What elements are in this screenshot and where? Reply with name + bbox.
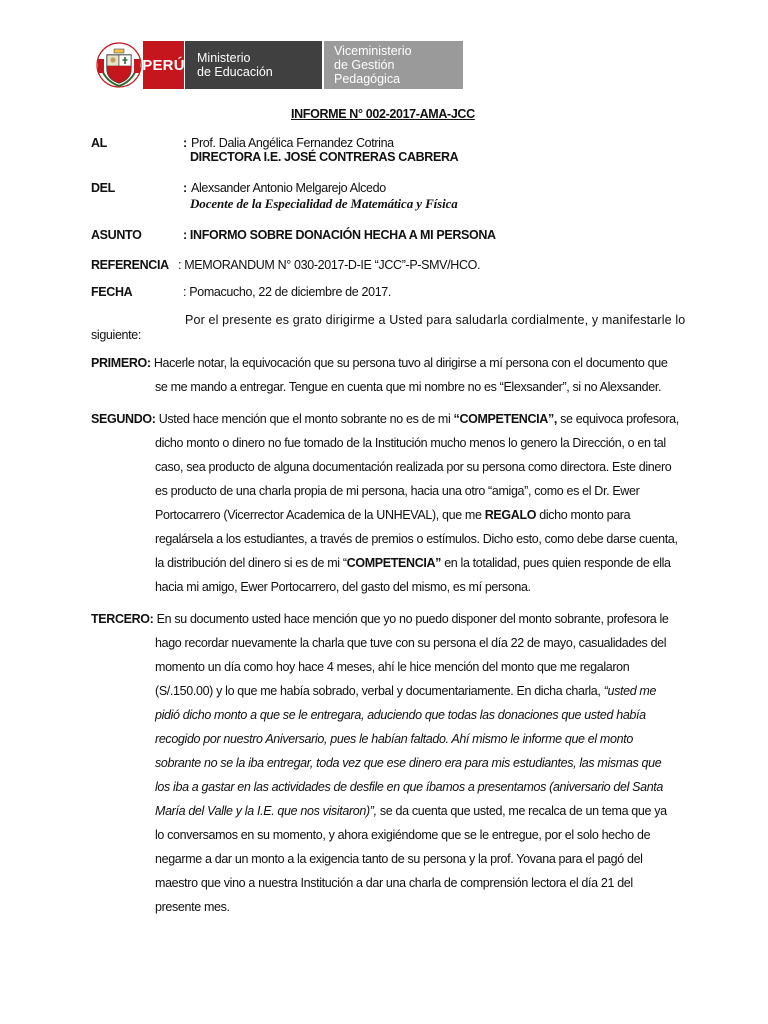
segundo-line6: regalársela a los estudiantes, a través de premios o estímulos. Dicho esto, como debe darse cuenta, [155, 532, 678, 546]
segundo-text-1c: se equivoca profesora, [557, 412, 679, 426]
tercero-text-1: En su documento usted hace mención que yo no puedo disponer del monto sobrante, profesora le [156, 612, 669, 626]
tercero-line12: maestro que vino a nuestra Institución a dar una charla de comprensión lectora el día 21 del [155, 876, 633, 890]
segundo-line5 [155, 508, 630, 522]
asunto-label: ASUNTO [91, 228, 142, 242]
tercero-line13: presente mes. [155, 900, 230, 914]
segundo-line8: hacia mi amigo, Ewer Portocarrero, del gasto del mismo, es mí persona. [155, 580, 531, 594]
tercero-line2: hago recordar nuevamente la charla que tuve con su persona el día 22 de mayo, casualidades del [155, 636, 667, 650]
tercero-quote-start: “usted me [603, 684, 657, 698]
tercero-line4 [155, 684, 656, 698]
segundo-line1 [91, 412, 679, 426]
del-value: Alexsander Antonio Melgarejo Alcedo [191, 181, 386, 195]
document-title: INFORME N° 002-2017-AMA-JCC [291, 107, 475, 121]
tercero-line11: negarme a dar un monto a la exigencia tanto de su persona y la prof. Yovana para el pagó del [155, 852, 643, 866]
primero-line1 [91, 356, 667, 370]
tercero-line7: sobrante no se la iba entregar, toda vez que ese dinero era para mis estudiantes, las mismas que [155, 756, 662, 770]
fecha-label: FECHA [91, 285, 133, 299]
del-role: Docente de la Especialidad de Matemática y Física [190, 196, 458, 211]
ministerio-block [185, 41, 322, 89]
al-label: AL [91, 136, 107, 150]
segundo-text-7c: en la totalidad, pues quien responde de ella [441, 556, 671, 570]
letterhead [96, 41, 466, 89]
referencia-value: : MEMORANDUM N° 030-2017-D-IE “JCC”-P-SMV/HCO. [178, 258, 481, 272]
al-role: DIRECTORA I.E. JOSÉ CONTRERAS CABRERA [190, 150, 459, 164]
ministerio-line2: de Educación [197, 65, 273, 79]
tercero-line6: recogido por nuestro Aniversario, pues le habían faltado. Ahí mismo le informe que el monto [155, 732, 633, 746]
segundo-line2: dicho monto o dinero no fue tomado de la Institución mucho menos lo genero la Dirección, o en tal [155, 436, 666, 450]
tercero-label: TERCERO: [91, 612, 154, 626]
segundo-label: SEGUNDO: [91, 412, 156, 426]
primero-label: PRIMERO: [91, 356, 151, 370]
viceministerio-block [324, 41, 463, 89]
tercero-text-9b: se da cuenta que usted, me recalca de un tema que ya [376, 804, 667, 818]
tercero-text-4a: (S/.150.00) y lo que me había sobrado, verbal y documentariamente. En dicha charla, [155, 684, 604, 698]
peru-label: PERÚ [143, 41, 184, 89]
tercero-quote-end: María del Valle y la I.E. que nos visitaron)”, [155, 804, 377, 818]
tercero-line8: los iba a gastar en las actividades de desfile en que íbamos a presentamos (aniversario del Santa [155, 780, 664, 794]
tercero-line9 [155, 804, 667, 818]
tercero-line5: pidió dicho monto a que se le entregara, aduciendo que todas las donaciones que usted había [155, 708, 646, 722]
del-separator: : [183, 181, 187, 195]
coat-of-arms-icon [96, 41, 142, 89]
segundo-text-5c: dicho monto para [536, 508, 631, 522]
asunto-value: : INFORMO SOBRE DONACIÓN HECHA A MI PERSONA [183, 228, 496, 242]
segundo-line3: caso, sea producto de alguna documentación realizada por su persona como directora. Este dinero [155, 460, 672, 474]
primero-text-1: Hacerle notar, la equivocación que su persona tuvo al dirigirse a mí persona con el documento que [153, 356, 668, 370]
ministerio-line1: Ministerio [197, 51, 251, 65]
competencia-2: COMPETENCIA” [346, 556, 442, 570]
al-value: Prof. Dalia Angélica Fernandez Cotrina [191, 136, 394, 150]
vice-line1: Viceministerio [334, 44, 412, 58]
del-label: DEL [91, 181, 115, 195]
segundo-line7 [155, 556, 671, 570]
tercero-line10: lo conversamos en su momento, y ahora exigiéndome que se le entregue, por el solo hecho de [155, 828, 651, 842]
segundo-text-5a: Portocarrero (Vicerrector Academica de la UNHEVAL), que me [155, 508, 485, 522]
tercero-line3: momento un día como hoy hace 4 meses, ahí le hice mención del monto que me regalaron [155, 660, 630, 674]
tercero-line1 [91, 612, 669, 626]
referencia-label: REFERENCIA [91, 258, 169, 272]
intro-line1 [185, 313, 686, 327]
al-separator: : [183, 136, 187, 150]
intro-text-1: Por el presente es grato dirigirme a Usted para saludarla cordialmente, y manifestarle lo [185, 313, 686, 327]
vice-line2: de Gestión Pedagógica [334, 58, 401, 86]
segundo-text-7a: la distribución del dinero si es de mi “ [155, 556, 347, 570]
competencia-1: “COMPETENCIA”, [453, 412, 557, 426]
segundo-text-1a: Usted hace mención que el monto sobrante no es de mi [158, 412, 454, 426]
regalo-word: REGALO [484, 508, 537, 522]
intro-line2: siguiente: [91, 328, 142, 342]
segundo-line4: es producto de una charla propia de mi persona, hacia una otro “amiga”, como es el Dr. Ewer [155, 484, 640, 498]
primero-line2: se me mando a entregar. Tengue en cuenta que mi nombre no es “Elexsander”, si no Alexsander. [155, 380, 662, 394]
fecha-value: : Pomacucho, 22 de diciembre de 2017. [183, 285, 392, 299]
